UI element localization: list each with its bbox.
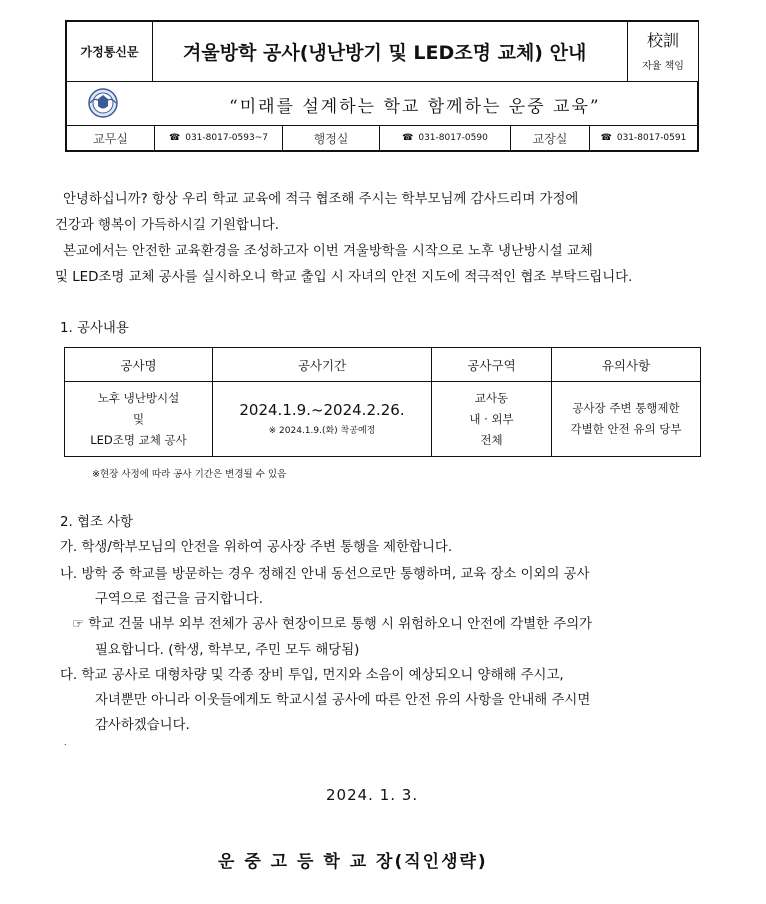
column-header: 공사명 — [65, 348, 213, 382]
phone-icon: ☎ — [600, 133, 612, 143]
project-name-line: LED조명 교체 공사 — [90, 432, 187, 447]
project-area-line: 전체 — [480, 432, 503, 447]
contact-dept-label: 교무실 — [67, 126, 155, 150]
project-name-line: 노후 냉난방시설 — [97, 390, 180, 405]
contact-phone-number: 031-8017-0593~7 — [185, 133, 268, 143]
pointing-hand-icon: ☞ — [72, 617, 85, 632]
contact-phone-number: 031-8017-0591 — [616, 133, 687, 143]
project-name-cell — [65, 382, 213, 457]
contact-phone — [380, 126, 511, 150]
intro-line: 본교에서는 안전한 교육환경을 조성하고자 이번 겨울방학을 시작으로 노후 냉난방시설 교체 — [63, 244, 593, 259]
project-caution-cell — [552, 382, 701, 457]
stray-dot: . — [64, 738, 67, 747]
principal-signature: 운 중 고 등 학 교 장(직인생략) — [218, 852, 488, 872]
contact-phone-number: 031-8017-0590 — [418, 133, 488, 143]
schedule-change-note: ※현장 사정에 따라 공사 기간은 변경될 수 있음 — [92, 469, 287, 480]
project-start-note: ※ 2024.1.9.(화) 착공예정 — [268, 426, 376, 436]
newsletter-header — [65, 20, 699, 152]
list-item — [72, 613, 592, 632]
table-row — [65, 382, 701, 457]
section-title: 2. 협조 사항 — [60, 515, 134, 530]
phone-icon: ☎ — [402, 133, 414, 143]
project-period-cell — [213, 382, 432, 457]
column-header: 공사구역 — [432, 348, 552, 382]
school-slogan: “미래를 설계하는 학교 함께하는 운중 교육” — [229, 97, 601, 117]
list-item: 나. 방학 중 학교를 방문하는 경우 정해진 안내 동선으로만 통행하며, 교육 장소 이외의 공사 — [60, 567, 590, 582]
school-motto — [627, 22, 698, 81]
project-area-line: 교사동 — [474, 390, 509, 405]
list-item-continuation: 자녀뿐만 아니라 이웃들에게도 학교시설 공사에 따른 안전 유의 사항을 안내해 주시면 — [95, 693, 591, 708]
project-name-line: 및 — [132, 411, 145, 426]
newsletter-title: 겨울방학 공사(냉난방기 및 LED조명 교체) 안내 — [183, 42, 587, 64]
header-title-row — [67, 22, 697, 82]
list-item-continuation: 구역으로 접근을 금지합니다. — [95, 592, 263, 607]
issue-date: 2024. 1. 3. — [326, 786, 419, 804]
contact-dept-label: 행정실 — [283, 126, 380, 150]
motto-text: 자율 책임 — [642, 61, 684, 72]
contact-dept-label: 교장실 — [511, 126, 590, 150]
intro-line: 안녕하십니까? 항상 우리 학교 교육에 적극 협조해 주시는 학부모님께 감사드리며 가정에 — [63, 192, 579, 207]
project-caution-line: 공사장 주변 통행제한 — [572, 401, 680, 415]
list-item: 가. 학생/학부모님의 안전을 위하여 공사장 주변 통행을 제한합니다. — [60, 540, 453, 555]
contact-phone — [155, 126, 283, 150]
column-header: 유의사항 — [552, 348, 701, 382]
project-period: 2024.1.9.~2024.2.26. — [239, 401, 405, 419]
motto-hanja: 校訓 — [646, 31, 679, 50]
list-item-continuation: 필요합니다. (학생, 학부모, 주민 모두 해당됨) — [95, 643, 360, 658]
contact-row — [67, 126, 697, 150]
intro-line: 및 LED조명 교체 공사를 실시하오니 학교 출입 시 자녀의 안전 지도에 적극적인 협조 부탁드립니다. — [55, 270, 633, 285]
section-title: 1. 공사내용 — [60, 321, 129, 336]
list-item-continuation: 감사하겠습니다. — [95, 718, 190, 733]
newsletter-category: 가정통신문 — [67, 22, 153, 81]
contact-phone — [590, 126, 697, 150]
list-item-text: 학교 건물 내부 외부 전체가 공사 현장이므로 통행 시 위험하오니 안전에 각별한 주의가 — [88, 617, 593, 632]
column-header: 공사기간 — [213, 348, 432, 382]
project-area-line: 내 · 외부 — [469, 411, 514, 426]
phone-icon: ☎ — [169, 133, 181, 143]
school-emblem-icon — [87, 87, 119, 119]
header-slogan-row — [67, 82, 697, 126]
project-caution-line: 각별한 안전 유의 당부 — [570, 422, 682, 436]
table-header-row — [65, 348, 701, 382]
intro-line: 건강과 행복이 가득하시길 기원합니다. — [55, 218, 279, 233]
construction-table — [64, 347, 701, 457]
list-item: 다. 학교 공사로 대형차량 및 각종 장비 투입, 먼지와 소음이 예상되오니 양해해 주시고, — [60, 668, 564, 683]
project-area-cell — [432, 382, 552, 457]
